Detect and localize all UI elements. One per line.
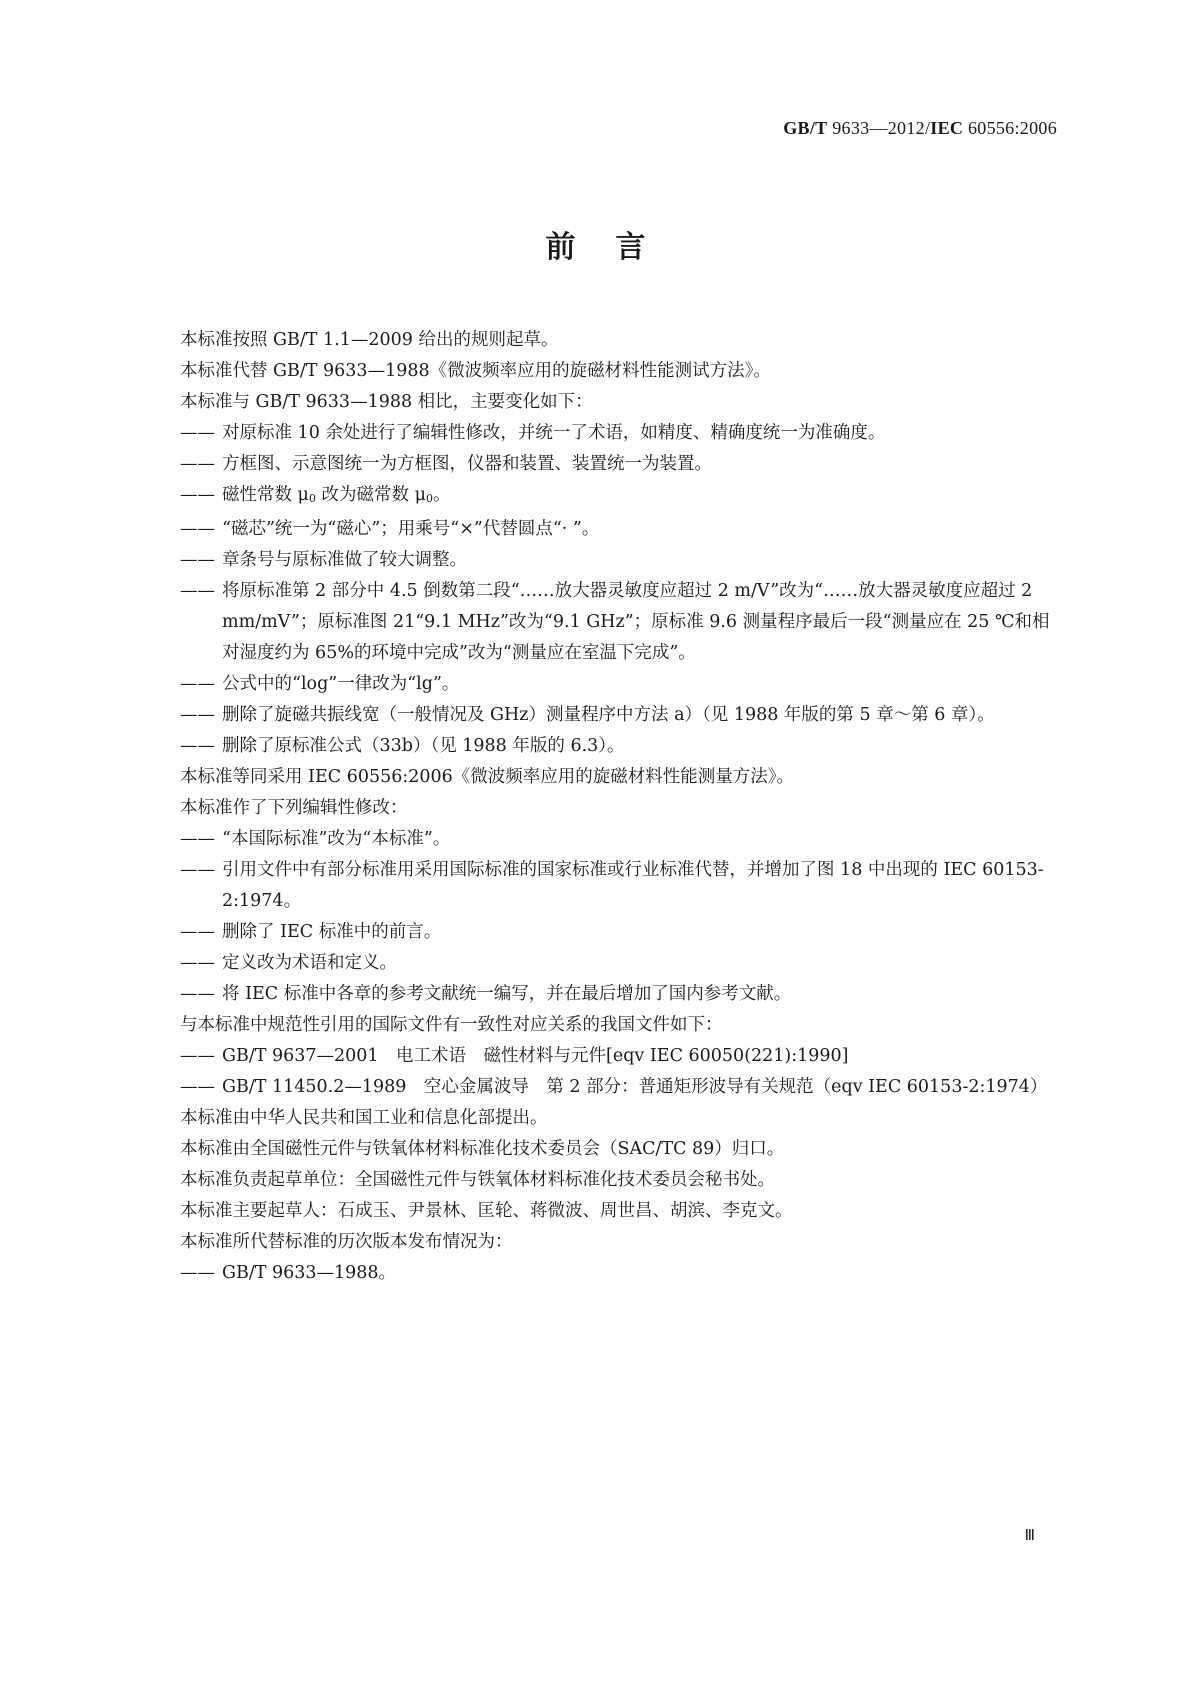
edit-item: —— 将 IEC 标准中各章的参考文献统一编写，并在最后增加了国内参考文献。 [180,984,792,1004]
paragraph: 与本标准中规范性引用的国际文件有一致性对应关系的我国文件如下： [180,1015,723,1035]
paragraph: 本标准主要起草人：石成玉、尹景林、匡轮、蒋微波、周世昌、胡滨、李克文。 [180,1201,793,1221]
change-item: —— 将原标准第 2 部分中 4.5 倒数第二段“……放大器灵敏度应超过 2 m/V”改为“……放大器灵敏度应超过 2 mm/mV”；原标准图 21“9.1 MHz”改为“9.1 GHz”；原标准 9.6 测量程序最后一段“测量应在 25 ℃和相对湿度约为 65%的环境中完成”改为“测量应在室温下完成”。 [180,581,1050,663]
paragraph: 本标准由中华人民共和国工业和信息化部提出。 [180,1108,548,1128]
reference-item: —— GB/T 9637—2001 电工术语 磁性材料与元件[eqv IEC 60050(221):1990] [180,1046,849,1066]
page-number: Ⅲ [1024,1528,1035,1544]
change-item: —— 章条号与原标准做了较大调整。 [180,550,467,570]
paragraph: 本标准按照 GB/T 1.1—2009 给出的规则起草。 [180,330,559,350]
page-title: 前言 [545,230,686,265]
change-item: —— 公式中的“log”一律改为“lg”。 [180,674,460,694]
paragraph: 本标准与 GB/T 9633—1988 相比，主要变化如下： [180,392,593,412]
history-item: —— GB/T 9633—1988。 [180,1263,397,1283]
edit-item: —— 引用文件中有部分标准用采用国际标准的国家标准或行业标准代替，并增加了图 18 中出现的 IEC 60153-2:1974。 [180,860,1044,911]
change-item: —— 磁性常数 $\mu_0$ 改为磁常数 $\mu_0$。 [180,485,451,505]
paragraph: 本标准作了下列编辑性修改： [180,798,408,818]
standard-code: GB/T 9633—2012/IEC 60556:2006 [783,118,1057,138]
paragraph: 本标准负责起草单位：全国磁性元件与铁氧体材料标准化技术委员会秘书处。 [180,1170,775,1190]
change-item: —— 对原标准 10 余处进行了编辑性修改，并统一了术语，如精度、精确度统一为准确度。 [180,423,886,443]
paragraph: 本标准代替 GB/T 9633—1988《微波频率应用的旋磁材料性能测试方法》。 [180,361,771,381]
edit-item: —— “本国际标准”改为“本标准”。 [180,829,451,849]
change-item: —— 删除了旋磁共振线宽（一般情况及 GHz）测量程序中方法 a）（见 1988 年版的第 5 章～第 6 章）。 [180,705,995,725]
edit-item: —— 删除了 IEC 标准中的前言。 [180,922,442,942]
paragraph: 本标准由全国磁性元件与铁氧体材料标准化技术委员会（SAC/TC 89）归口。 [180,1139,785,1159]
edit-item: —— 定义改为术语和定义。 [180,953,397,973]
change-item: —— 删除了原标准公式（33b）（见 1988 年版的 6.3）。 [180,736,625,756]
change-item: —— 方框图、示意图统一为方框图，仪器和装置、装置统一为装置。 [180,454,712,474]
foreword-body [180,325,1060,1289]
paragraph: 本标准所代替标准的历次版本发布情况为： [180,1232,513,1252]
reference-item: —— GB/T 11450.2—1989 空心金属波导 第 2 部分：普通矩形波导有关规范（eqv IEC 60153-2:1974） [180,1077,1048,1097]
change-item: —— “磁芯”统一为“磁心”；用乘号“×”代替圆点“· ”。 [180,519,600,539]
paragraph: 本标准等同采用 IEC 60556:2006《微波频率应用的旋磁材料性能测量方法》。 [180,767,795,787]
